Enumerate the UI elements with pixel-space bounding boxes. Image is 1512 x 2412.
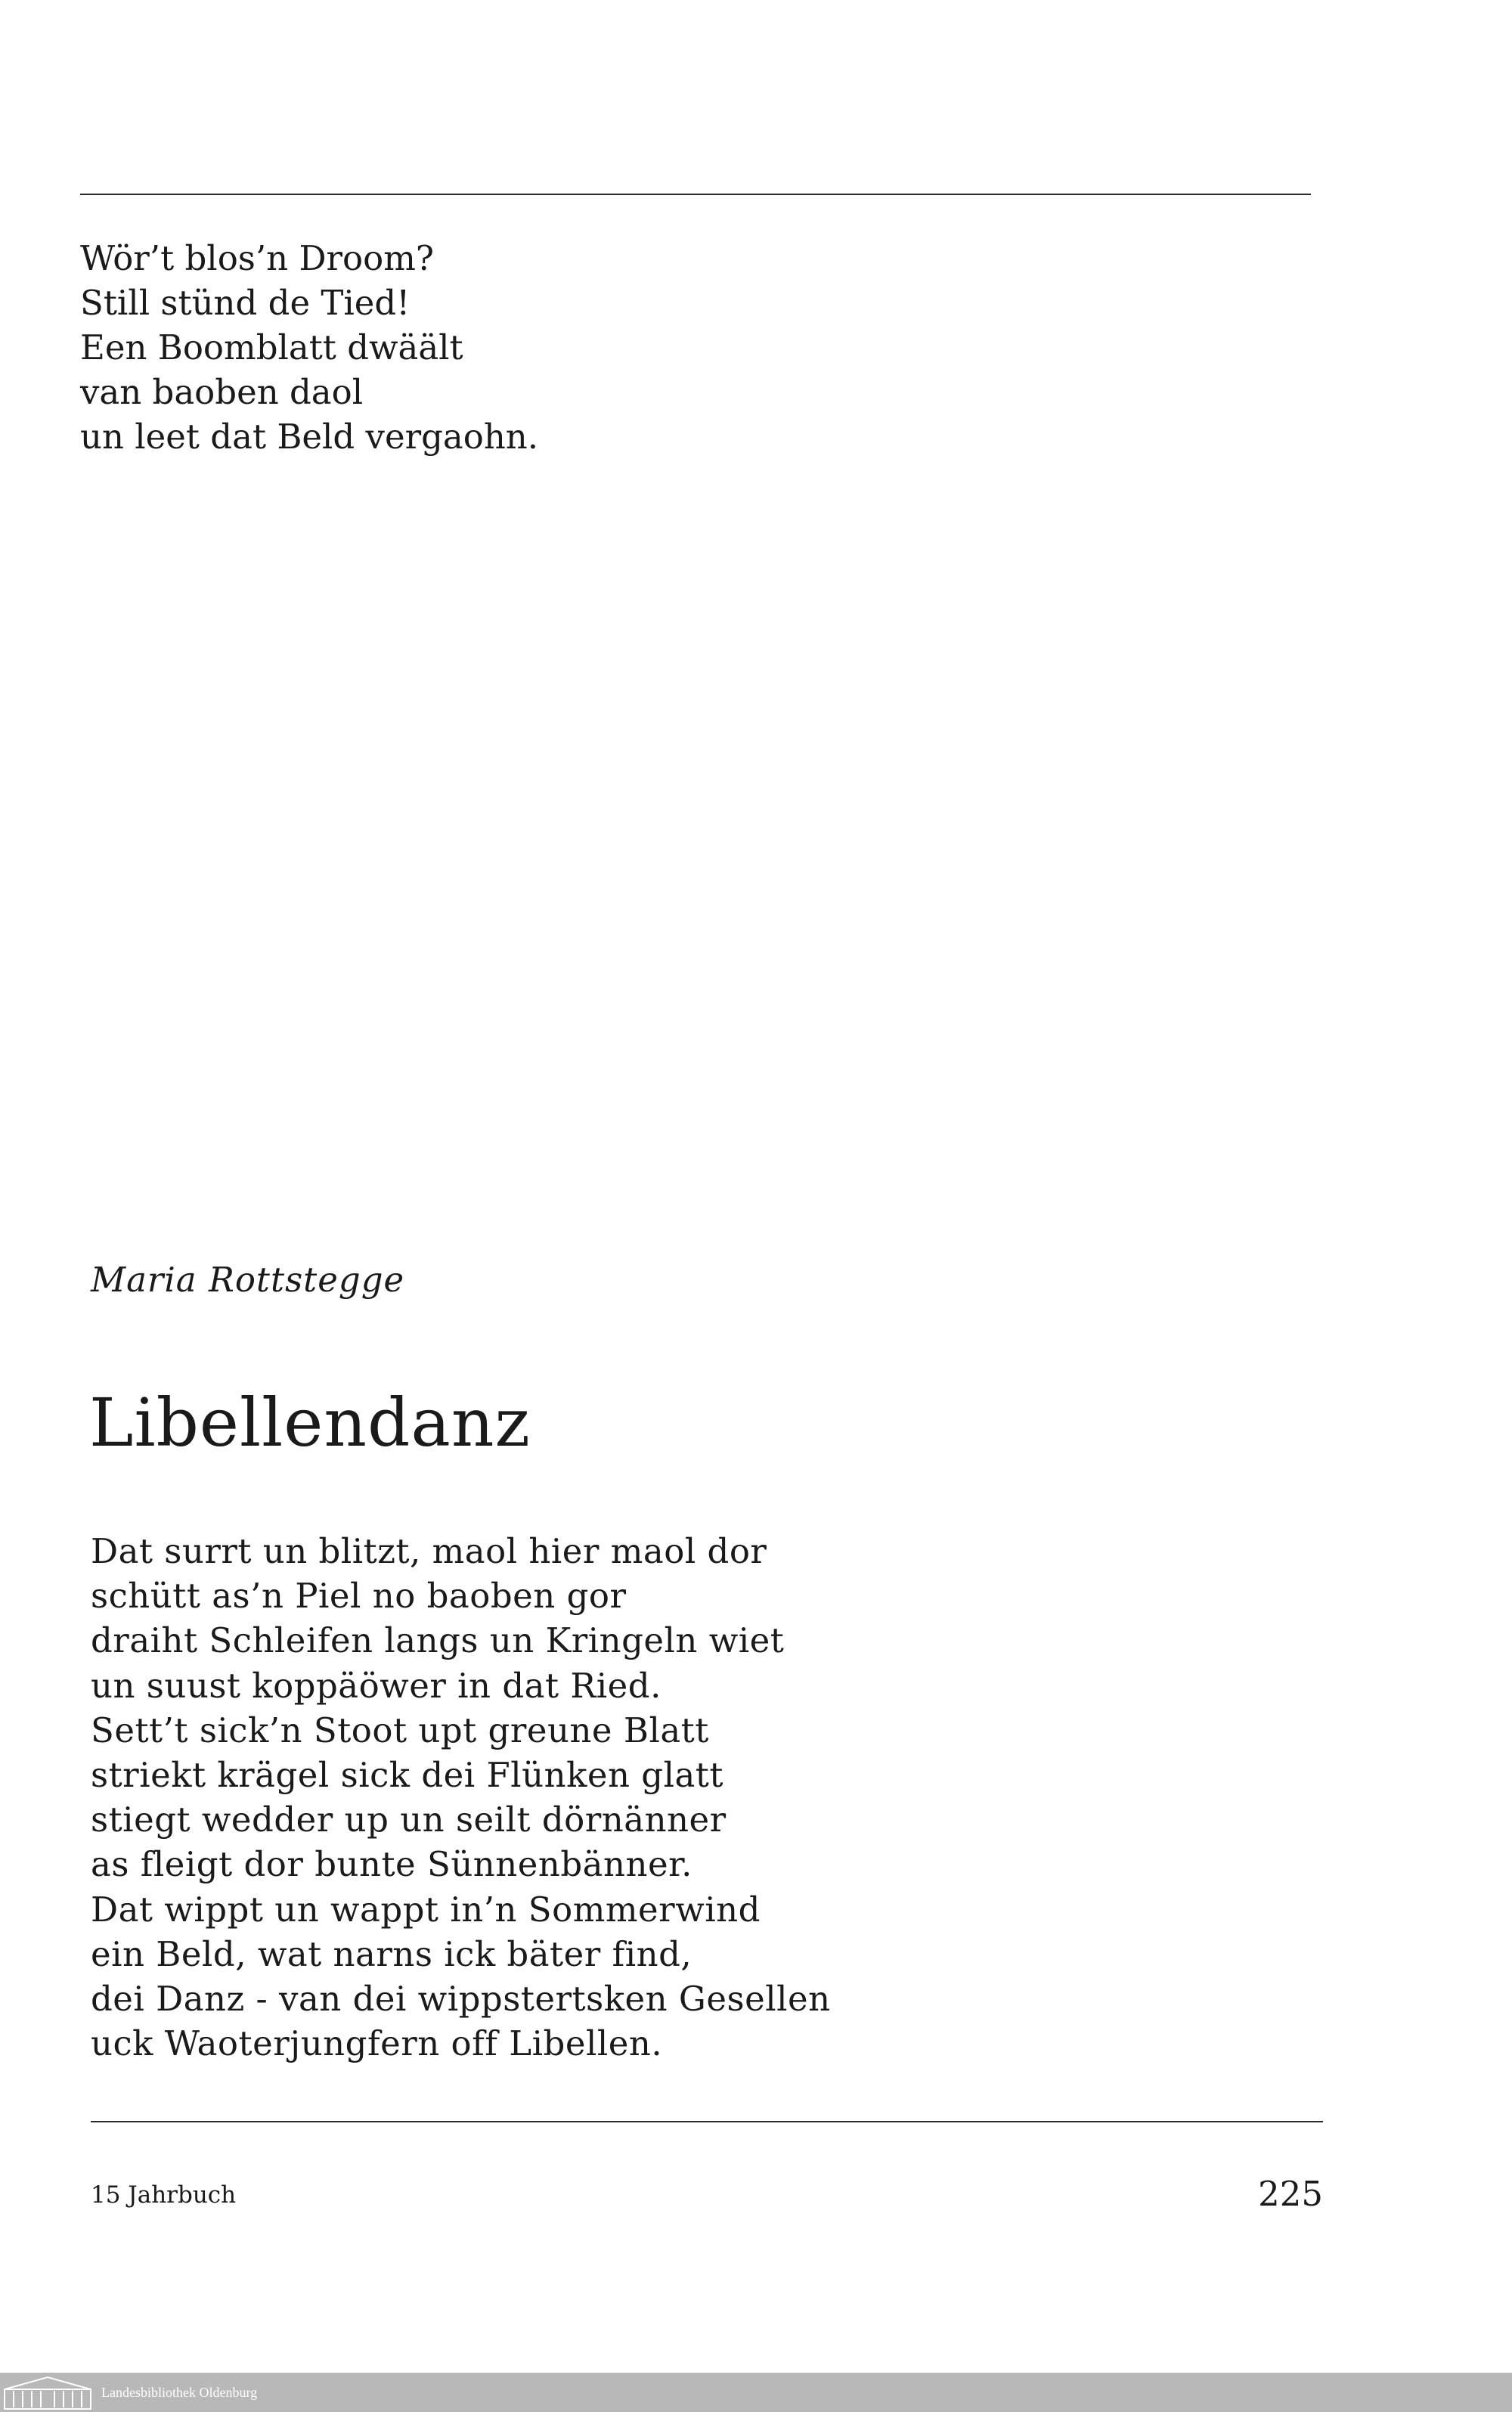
poem-line: ein Beld, wat narns ick bäter find,	[91, 1933, 692, 1974]
poem-fragment-line: un leet dat Beld vergaohn.	[80, 417, 539, 457]
poem-line: schütt as’n Piel no baoben gor	[91, 1576, 627, 1617]
poem-body	[91, 1529, 831, 2066]
footer-yearbook-label: 15 Jahrbuch	[91, 2181, 237, 2209]
poem-fragment-line: van baoben daol	[80, 372, 364, 412]
poem-line: un suust koppäöwer in dat Ried.	[91, 1665, 662, 1706]
library-name: Landesbibliothek Oldenburg	[101, 2385, 258, 2400]
poem-fragment-line: Wör’t blos’n Droom?	[80, 238, 435, 278]
poem-title: Libellendanz	[89, 1384, 531, 1462]
poem-line: Dat surrt un blitzt, maol hier maol dor	[91, 1531, 767, 1571]
poem-line: Sett’t sick’n Stoot upt greune Blatt	[91, 1710, 709, 1750]
page-number: 225	[1258, 2174, 1323, 2214]
poem-line: striekt krägel sick dei Flünken glatt	[91, 1755, 723, 1796]
library-building-icon	[3, 2374, 92, 2410]
top-rule	[80, 194, 1311, 195]
poem-author: Maria Rottstegge	[91, 1260, 405, 1300]
poem-fragment-line: Still stünd de Tied!	[80, 283, 411, 323]
poem-fragment	[80, 236, 538, 459]
poem-line: dei Danz - van dei wippstertsken Gesellen	[91, 1979, 831, 2020]
poem-line: Dat wippt un wappt in’n Sommerwind	[91, 1889, 761, 1930]
bottom-rule	[91, 2121, 1323, 2122]
poem-line: draiht Schleifen langs un Kringeln wiet	[91, 1620, 785, 1661]
poem-line: as fleigt dor bunte Sünnenbänner.	[91, 1844, 692, 1885]
poem-fragment-line: Een Boomblatt dwäält	[80, 327, 463, 367]
poem-line: uck Waoterjungfern off Libellen.	[91, 2023, 663, 2064]
poem-line: stiegt wedder up un seilt dörnänner	[91, 1800, 727, 1840]
